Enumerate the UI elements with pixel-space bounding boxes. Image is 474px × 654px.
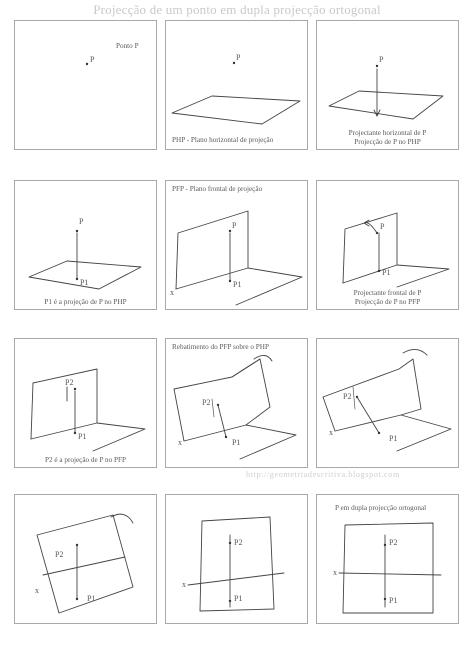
point-p (384, 544, 386, 546)
panel-12-caption: P em dupla projecção ortogonal (335, 504, 427, 512)
plane-outline (37, 515, 133, 613)
panel-9-drawing (317, 339, 458, 467)
point-p2-label: P2 (65, 378, 74, 387)
axis-x (339, 573, 441, 575)
horizontal-plane (343, 265, 449, 287)
panel-11-drawing (166, 495, 307, 623)
point-p2-label: P2 (343, 392, 352, 401)
point-p1 (384, 598, 386, 600)
point-p-label: P (379, 55, 384, 64)
axis-x-label: x (170, 288, 174, 297)
point-p2-label: P2 (234, 538, 243, 547)
point-p1-label: P1 (234, 594, 243, 603)
p2-line (212, 399, 214, 417)
panel-10-drawing (15, 495, 156, 623)
panel-1-caption: Ponto P (116, 42, 139, 50)
panel-4-drawing (15, 181, 156, 309)
axis-x-label: x (329, 428, 333, 437)
point-p1-label: P1 (78, 432, 87, 441)
axis-x (188, 573, 284, 585)
projecting-line (357, 397, 379, 433)
panel-2-caption: PHP - Plano horizontal de projeção (172, 136, 274, 144)
point-p1-label: P1 (389, 596, 398, 605)
frontal-plane (31, 369, 97, 439)
panel-7 (14, 338, 157, 468)
panel-12 (316, 494, 459, 624)
point-p1-label: P1 (382, 268, 391, 277)
panel-6-caption-2: Projecção de P no PFP (354, 298, 421, 306)
point-p (229, 230, 231, 232)
panel-4 (14, 180, 157, 310)
plane-outline (343, 523, 433, 613)
horizontal-plane (172, 96, 300, 124)
point-p-label: P (79, 217, 84, 226)
point-p (76, 544, 78, 546)
panel-3-caption-1: Projectante horizontal de P (348, 129, 427, 137)
point-p1-label: P1 (233, 280, 242, 289)
frontal-plane (176, 211, 248, 289)
panel-1 (14, 20, 157, 150)
point-p2-label: P2 (389, 538, 398, 547)
panel-2 (165, 20, 308, 150)
point-p1 (229, 280, 231, 282)
panel-3-caption-2: Projecção de P no PHP (354, 138, 421, 146)
point-p1 (378, 270, 380, 272)
point-p1-label: P1 (80, 278, 89, 287)
panel-5-drawing (166, 181, 307, 309)
panel-12-drawing (317, 495, 458, 623)
point-p (376, 65, 378, 67)
point-p2-label: P2 (202, 398, 211, 407)
point-p (233, 62, 235, 64)
point-p1-label: P1 (232, 438, 241, 447)
axis-x (43, 557, 125, 575)
panel-2-drawing (166, 21, 307, 149)
panel-4-caption: P1 é a projeção de P no PHP (44, 298, 127, 306)
panel-10 (14, 494, 157, 624)
point-p (74, 388, 76, 390)
page-title: Projecção de um ponto em dupla projecção ortogonal (93, 2, 381, 17)
panel-5-caption: PFP - Plano frontal de projeção (172, 185, 263, 193)
point-p-label: P (90, 55, 95, 64)
point-p2-label: P2 (55, 550, 64, 559)
axis-x-label: x (35, 586, 39, 595)
axis-x-label: x (333, 568, 337, 577)
panel-6-caption-1: Projectante frontal de P (353, 289, 422, 297)
point-p1 (76, 598, 78, 600)
point-p1 (225, 436, 227, 438)
panel-7-drawing (15, 339, 156, 467)
rotation-arrow (403, 349, 427, 355)
point-p (229, 542, 231, 544)
rotated-plane (232, 359, 270, 425)
horizontal-plane (335, 415, 451, 451)
axis-x-label: x (182, 580, 186, 589)
rotated-plane (323, 359, 421, 431)
panel-3 (316, 20, 459, 150)
point-p-label: P (236, 53, 241, 62)
watermark: http://geometriadescritiva.blogspot.com (246, 470, 400, 479)
axis-x-label: x (178, 438, 182, 447)
panel-8 (165, 338, 308, 468)
panel-8-drawing (166, 339, 307, 467)
panel-8-caption: Rebatimento do PFP sobre o PHP (172, 343, 269, 351)
horizontal-plane (31, 423, 145, 451)
panel-11 (165, 494, 308, 624)
rotation-arrow (254, 355, 272, 361)
frontal-plane (174, 359, 260, 441)
point-p-label: P (232, 221, 237, 230)
point-p (76, 230, 78, 232)
point-p1 (378, 432, 380, 434)
point-p (86, 63, 88, 65)
panel-1-drawing (15, 21, 156, 149)
point-p1-label: P1 (87, 594, 96, 603)
point-p1 (74, 432, 76, 434)
panel-6 (316, 180, 459, 310)
horizontal-plane (329, 91, 443, 119)
p2-line (353, 387, 355, 409)
panel-7-caption: P2 é a projeção de P no PFP (45, 456, 126, 464)
point-p-label: P (380, 222, 385, 231)
point-p1 (76, 278, 78, 280)
panel-5 (165, 180, 308, 310)
panel-9 (316, 338, 459, 468)
point-p1 (229, 600, 231, 602)
point-p1-label: P1 (389, 434, 398, 443)
